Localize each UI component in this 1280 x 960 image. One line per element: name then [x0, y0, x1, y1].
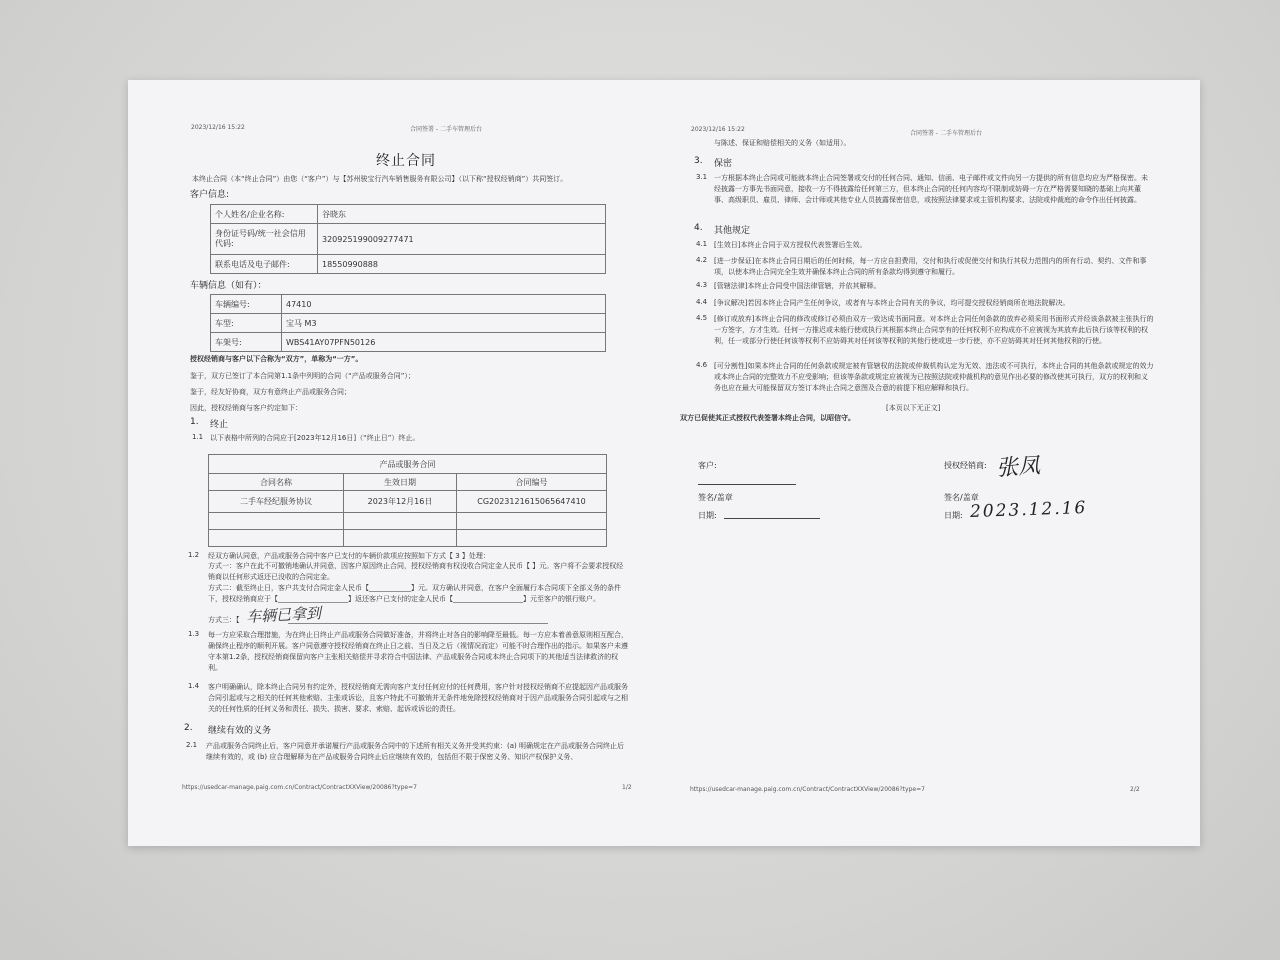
cell-value: 宝马 M3 — [282, 314, 606, 333]
no-text-note: [本页以下无正文] — [886, 404, 941, 412]
therefore-text: 因此，授权经销商与客户约定如下： — [190, 404, 302, 412]
clause-text: [生效日]本终止合同于双方授权代表签署后生效。 — [714, 241, 867, 249]
section-2-num: 2. — [184, 723, 193, 733]
clause-1-2-method-3: 方式三：【 — [208, 616, 240, 624]
clause-1-2-method-2: 方式二：截至终止日，客户共支付合同定金人民币【____________】元。双方确认并同意，在客户全面履行本合同项下全部义务的条件下，授权经销商应于【____________________】返还客户已支付的定金人民币【____________________】元至客户的银行账户。 — [208, 584, 621, 603]
clause-num: 4.3 — [696, 281, 708, 289]
clause-text: [可分割性]如果本终止合同的任何条款或规定被有管辖权的法院或仲裁机构认定为无效、违法或不可执行，本终止合同的其他条款或规定的效力或本终止合同的完整效力不应受影响；但该等条款或规定应被视为已按照法院或仲裁机构的意见作出必要的修改使其可执行，双方的权利和义务也应在最大可能保留双方签订本终止合同之意图及合意的前提下相应解释和执行。 — [714, 362, 1154, 392]
table-header: 合同编号 — [457, 474, 607, 491]
page-2 — [658, 80, 1200, 846]
cell-value: 谷晓东 — [318, 205, 606, 224]
clause-text: [管辖法律]本终止合同受中国法律管辖，并依其解释。 — [714, 282, 881, 290]
clause-text: [进一步保证]在本终止合同日期后的任何时候，每一方应自担费用，交付和执行或促使交付和执行其权力范围内的所有行动、契约、文件和事项，以使本终止合同完全生效并确保本终止合同的所有条款均得到遵守和履行。 — [714, 257, 1147, 276]
clause-1-1-text: 以下表格中所列的合同应于[2023年12月16日]（“终止日”）终止。 — [210, 434, 420, 442]
section-4-num: 4. — [694, 223, 703, 233]
clause-1-2-text: 经双方确认同意，产品或服务合同中客户已支付的车辆价款项应按照如下方式【 3 】处理： — [208, 552, 490, 560]
clause-num: 4.5 — [696, 314, 708, 322]
section-3-num: 3. — [694, 156, 703, 166]
table-header: 生效日期 — [344, 474, 457, 491]
clause-3-1-num: 3.1 — [696, 173, 708, 181]
cell-value: 18550990888 — [318, 255, 606, 274]
clause-1-1-num: 1.1 — [192, 433, 204, 441]
table-cell: 2023年12月16日 — [344, 491, 457, 513]
cell-label: 车辆编号: — [211, 295, 282, 314]
table-cell — [457, 513, 607, 530]
table-caption: 产品或服务合同 — [209, 455, 607, 474]
clause-text: [修订或放弃]本终止合同的修改或修订必须由双方一致达成书面同意。对本终止合同任何条款的放弃必须采用书面形式并经该条款被主张执行的一方签字，方才生效。任何一方推迟或未能行使或执行其根据本终止合同享有的任何权利不应构成亦不应被视为其放弃此后执行该等权利的权利，任一或部分行使任何该等权利不应妨碍其对任何该等权利的其他行使或进一步行使，亦不应妨碍其对任何其他权利的行使。 — [714, 315, 1154, 345]
clause-num: 4.6 — [696, 361, 708, 369]
dealer-handwritten-signature: 张凤 — [995, 453, 1041, 482]
table-cell — [344, 513, 457, 530]
page-number: 1/2 — [622, 784, 632, 791]
table-cell — [209, 513, 344, 530]
page-number: 2/2 — [1130, 786, 1140, 793]
cell-label: 车架号: — [211, 333, 282, 352]
section-3-title: 保密 — [714, 159, 733, 169]
clause-text: [争议解决]若因本终止合同产生任何争议，或者有与本终止合同有关的争议，均可提交授权经销商所在地法院解决。 — [714, 299, 1070, 307]
header-datetime: 2023/12/16 15:22 — [191, 124, 245, 131]
section-1-num: 1. — [190, 417, 199, 427]
dealer-date-label: 日期: — [944, 511, 963, 520]
continued-text: 与陈述、保证和赔偿相关的义务（如适用）。 — [714, 139, 851, 147]
header-datetime: 2023/12/16 15:22 — [691, 126, 745, 133]
customer-sign-label: 客户: — [698, 461, 717, 470]
cell-label: 车型: — [211, 314, 282, 333]
section-1-title: 终止 — [210, 420, 229, 430]
clause-1-4-num: 1.4 — [188, 682, 200, 690]
clause-1-2-num: 1.2 — [188, 551, 200, 559]
footer-url: https://usedcar-manage.paig.com.cn/Contract/ContractXXView/20086?type=7 — [690, 786, 925, 793]
header-title: 合同签署 - 二手车管理后台 — [410, 126, 482, 133]
whereas-2: 鉴于，经友好协商，双方有意终止产品或服务合同； — [190, 388, 351, 396]
customer-info-table — [210, 204, 606, 274]
customer-date-label: 日期: — [698, 511, 717, 520]
handwritten-method-3: 车辆已拿到 — [245, 604, 322, 626]
customer-sign-line — [698, 484, 796, 485]
section-4-title: 其他规定 — [714, 226, 751, 236]
cell-label: 联系电话及电子邮件: — [211, 255, 318, 274]
clause-2-1-text: 产品或服务合同终止后，客户同意并承诺履行产品或服务合同中的下述所有相关义务并受其约束：(a) 明确规定在产品或服务合同终止后继续有效的，或 (b) 应合理解释为在产品或服务合同终止后应继续有效的，包括但不限于保密义务、知识产权保护义务、 — [206, 742, 624, 761]
method-3-underline — [288, 623, 548, 624]
customer-heading: 客户信息: — [190, 190, 230, 200]
clause-num: 4.2 — [696, 256, 708, 264]
intro-text: 本终止合同（本“终止合同”）由您（“客户”）与【苏州骏宝行汽车销售服务有限公司】（以下称“授权经销商”）共同签订。 — [192, 175, 568, 183]
header-title: 合同签署 - 二手车管理后台 — [910, 130, 982, 137]
cell-value: 47410 — [282, 295, 606, 314]
clause-num: 4.1 — [696, 240, 708, 248]
clause-1-4-text: 客户明确确认，除本终止合同另有约定外，授权经销商无需向客户支付任何应付的任何费用，客户针对授权经销商不应提起因产品或服务合同引起或与之相关的任何其他索赔、主张或诉讼，且客户特此不可撤销并无条件地免除授权经销商对于因产品或服务合同引起或与之相关的任何性质的任何义务和责任、损失、损害、要求、索赔、起诉或诉讼的责任。 — [208, 683, 628, 713]
clause-2-1-num: 2.1 — [186, 741, 198, 749]
table-cell: CG2023121615065647410 — [457, 491, 607, 513]
clause-1-3-num: 1.3 — [188, 630, 200, 638]
contracts-table — [208, 454, 607, 547]
table-cell — [344, 530, 457, 547]
footer-url: https://usedcar-manage.paig.com.cn/Contract/ContractXXView/20086?type=7 — [182, 784, 417, 791]
page-1 — [128, 80, 658, 846]
dealer-stamp-label: 签名/盖章 — [944, 493, 979, 502]
cell-value: WBS41AY07PFN50126 — [282, 333, 606, 352]
document-sheet — [128, 80, 1200, 846]
cell-label: 个人姓名/企业名称: — [211, 205, 318, 224]
clause-3-1-text: 一方根据本终止合同或可能就本终止合同签署或交付的任何合同、通知、信函、电子邮件或文件向另一方提供的所有信息均应为严格保密。未经披露一方事先书面同意，接收一方不得披露给任何第三方，但本终止合同的任何内容均不限制或妨碍一方在严格需要知晓的基础上向其董事、高级职员、雇员、律师、会计师或其他专业人员披露保密信息，或按照法律要求或主管机构要求、法院或仲裁庭的命令作出任何披露。 — [714, 174, 1148, 204]
customer-stamp-label: 签名/盖章 — [698, 493, 733, 502]
clause-1-3-text: 每一方应采取合理措施，为在终止日终止产品或服务合同做好准备，并将终止对各自的影响降至最低。每一方应本着善意原则相互配合，确保终止程序的顺利开展。客户同意遵守授权经销商在终止日之前、当日及之后（视情况而定）可能不时合理作出的指示。如果客户未遵守本第1.2条，授权经销商保留向客户主张相关赔偿并寻求符合中国法律、产品或服务合同或本终止合同项下的其他适当法律救济的权利。 — [208, 631, 628, 672]
doc-title: 终止合同 — [376, 153, 436, 169]
cell-value: 320925199009277471 — [318, 224, 606, 255]
table-cell — [209, 530, 344, 547]
vehicle-info-table — [210, 294, 606, 352]
dealer-handwritten-date: 2023.12.16 — [969, 497, 1088, 523]
table-header: 合同名称 — [209, 474, 344, 491]
clause-1-2-method-1: 方式一：客户在此不可撤销地确认并同意，因客户原因终止合同，授权经销商有权没收合同定金人民币【 】元。客户将不会要求授权经销商以任何形式返还已没收的合同定金。 — [208, 562, 624, 581]
whereas-1: 鉴于，双方已签订了本合同第1.1条中列明的合同（“产品或服务合同”）； — [190, 372, 415, 380]
customer-date-line — [724, 518, 820, 519]
cell-label: 身份证号码/统一社会信用代码: — [211, 224, 318, 255]
section-2-title: 继续有效的义务 — [208, 726, 272, 736]
table-cell — [457, 530, 607, 547]
parties-text: 授权经销商与客户以下合称为“双方”，单称为“一方”。 — [190, 355, 363, 363]
vehicle-heading: 车辆信息（如有）： — [190, 281, 267, 291]
dealer-sign-label: 授权经销商: — [944, 461, 987, 470]
clause-num: 4.4 — [696, 298, 708, 306]
table-cell: 二手车经纪服务协议 — [209, 491, 344, 513]
witness-text: 双方已促使其正式授权代表签署本终止合同，以昭信守。 — [680, 414, 855, 422]
